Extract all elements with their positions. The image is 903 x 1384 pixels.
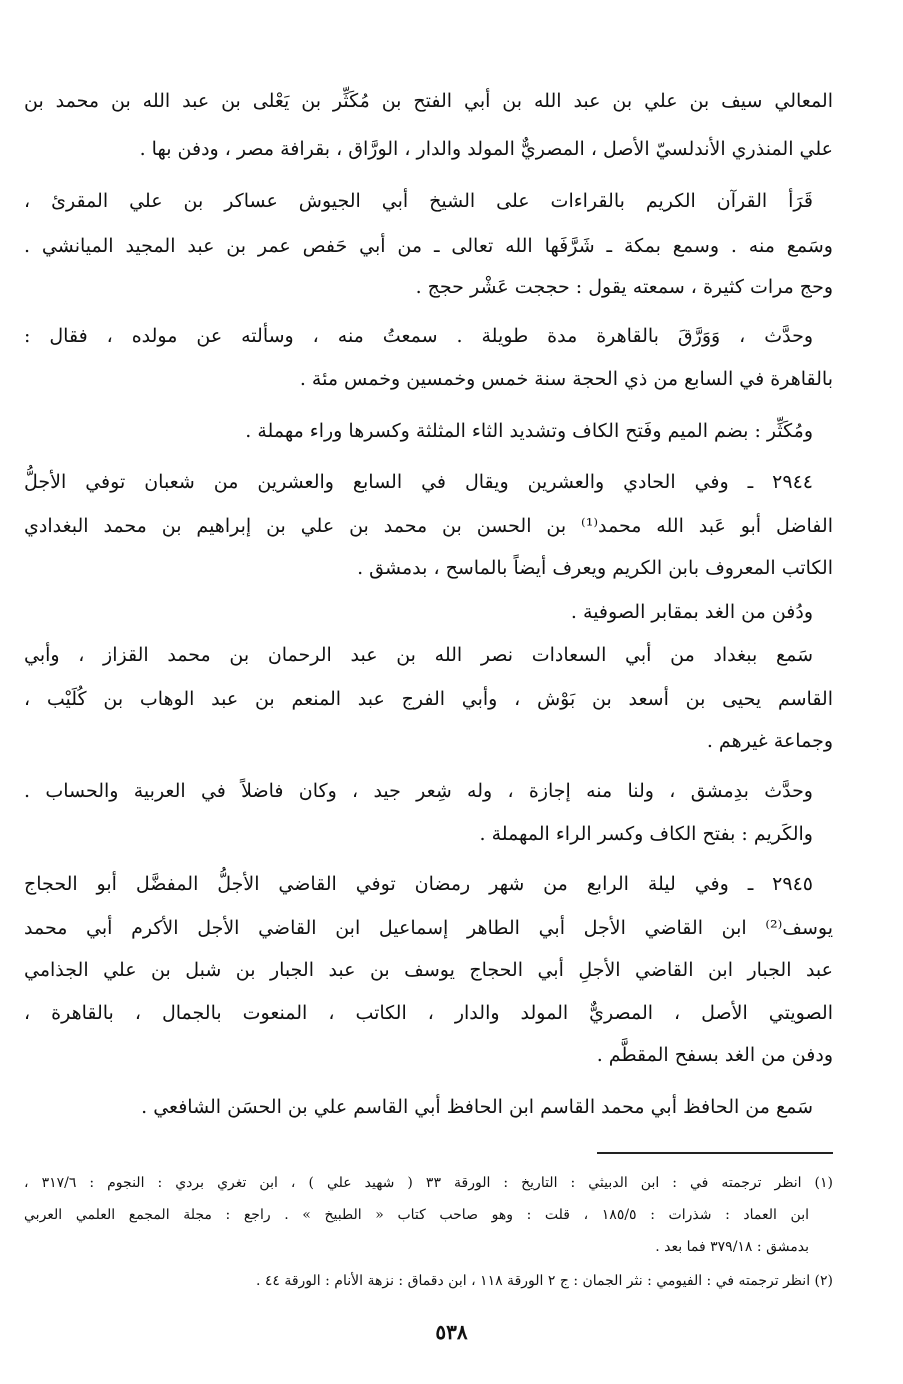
page-number: ٥٣٨: [435, 1320, 468, 1344]
text-line: الفاضل أبو عَبد الله محمد⁽¹⁾ بن الحسن بن محمد بن علي بن إبراهيم بن محمد البغدادي: [24, 515, 833, 537]
text-line: سَمع من الحافظ أبي محمد القاسم ابن الحافظ أبي القاسم علي بن الحسَن الشافعي .: [141, 1096, 813, 1118]
text-line: وسَمع منه . وسمع بمكة ـ شَرَّفَها الله تعالى ـ من أبي حَفص عمر بن عبد المجيد الميانشي .: [24, 235, 833, 257]
footnote-line: بدمشق : ٣٧٩/١٨ فما بعد .: [655, 1239, 809, 1255]
text-line: وحدَّث بدِمشق ، ولنا منه إجازة ، وله شِعر جيد ، وكان فاضلاً في العربية والحساب .: [24, 780, 813, 802]
text-line: وحج مرات كثيرة ، سمعته يقول : حججت عَشْر حجج .: [415, 276, 833, 298]
footnote-line: (٢) انظر ترجمته في : الفيومي : نثر الجمان : ج ٢ الورقة ١١٨ ، ابن دقماق : نزهة الأنام : الورقة ٤٤ .: [255, 1273, 833, 1289]
text-line: وجماعة غيرهم .: [706, 730, 833, 752]
footnote-line: ابن العماد : شذرات : ١٨٥/٥ ، قلت : وهو صاحب كتاب « الطبيخ » . راجع : مجلة المجمع العلمي العربي: [24, 1207, 809, 1223]
text-line: ودفن من الغد بسفح المقطَّم .: [596, 1044, 833, 1066]
text-line: المعالي سيف بن علي بن عبد الله بن أبي الفتح بن مُكَثِّر بن يَعْلى بن عبد الله بن محمد بن: [24, 90, 833, 112]
footnote-divider: [597, 1152, 833, 1154]
footnote-line: (١) انظر ترجمته في : ابن الدبيثي : التاريخ : الورقة ٣٣ ( شهيد علي ) ، ابن تغري بردي : النجوم : ٣١٧/٦ ،: [24, 1175, 833, 1191]
text-line: والكَريم : بفتح الكاف وكسر الراء المهملة .: [479, 823, 813, 845]
text-line: قَرَأ القرآن الكريم بالقراءات على الشيخ أبي الجيوش عساكر بن علي المقرئ ،: [24, 190, 813, 212]
text-line: الصويتي الأصل ، المصريٌّ المولد والدار ، الكاتب ، المنعوت بالجمال ، بالقاهرة ،: [24, 1002, 833, 1024]
text-line: بالقاهرة في السابع من ذي الحجة سنة خمس وخمسين وخمس مئة .: [299, 368, 833, 390]
entry-heading-line: ٢٩٤٥ ـ وفي ليلة الرابع من شهر رمضان توفي القاضي الأجلُّ المفضَّل أبو الحجاج: [24, 873, 813, 895]
text-line: القاسم يحيى بن أسعد بن بَوْش ، وأبي الفرج عبد المنعم بن عبد الوهاب بن كُلَيْب ،: [24, 688, 833, 710]
text-line: ومُكَثِّر : بضم الميم وفَتح الكاف وتشديد الثاء المثلثة وكسرها وراء مهملة .: [245, 420, 813, 442]
text-line: الكاتب المعروف بابن الكريم ويعرف أيضاً بالماسح ، بدمشق .: [357, 557, 833, 579]
entry-heading-line: ٢٩٤٤ ـ وفي الحادي والعشرين ويقال في السابع والعشرين من شعبان توفي الأجلُّ: [24, 471, 813, 493]
text-line: يوسف⁽²⁾ ابن القاضي الأجل أبي الطاهر إسماعيل ابن القاضي الأجل الأكرم أبي محمد: [24, 917, 833, 939]
text-line: علي المنذري الأندلسيّ الأصل ، المصريٌّ المولد والدار ، الورَّاق ، بقرافة مصر ، ودفن بها .: [139, 138, 833, 160]
text-line: وحدَّث ، وَوَرَّقَ بالقاهرة مدة طويلة . سمعتُ منه ، وسألته عن مولده ، فقال :: [24, 325, 813, 347]
text-line: عبد الجبار ابن القاضي الأجلِ أبي الحجاج يوسف بن عبد الجبار بن شبل بن علي الجذامي: [24, 959, 833, 981]
text-line: ودُفن من الغد بمقابر الصوفية .: [570, 601, 813, 623]
text-line: سَمع ببغداد من أبي السعادات نصر الله بن عبد الرحمان بن محمد القزاز ، وأبي: [24, 644, 813, 666]
